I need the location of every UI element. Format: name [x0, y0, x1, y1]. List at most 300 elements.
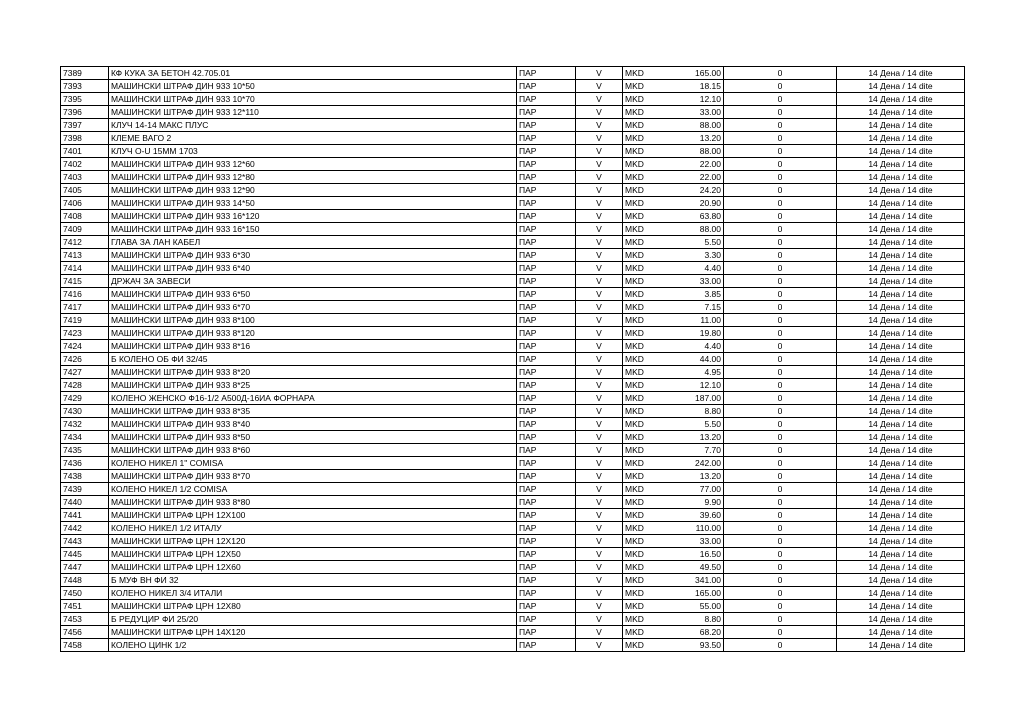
item-unit: ПАР — [517, 535, 576, 548]
item-price: 8.80 — [663, 613, 724, 626]
item-delivery: 14 Дена / 14 dite — [837, 67, 965, 80]
item-unit: ПАР — [517, 496, 576, 509]
item-vat: V — [576, 470, 623, 483]
item-delivery: 14 Дена / 14 dite — [837, 327, 965, 340]
item-quantity: 0 — [724, 522, 837, 535]
item-code: 7405 — [61, 184, 109, 197]
item-vat: V — [576, 119, 623, 132]
item-unit: ПАР — [517, 262, 576, 275]
price-list-table — [60, 66, 965, 652]
item-quantity: 0 — [724, 444, 837, 457]
item-quantity: 0 — [724, 197, 837, 210]
item-vat: V — [576, 210, 623, 223]
item-name: МАШИНСКИ ШТРАФ ДИН 933 12*80 — [109, 171, 517, 184]
item-vat: V — [576, 353, 623, 366]
item-price: 5.50 — [663, 236, 724, 249]
item-vat: V — [576, 431, 623, 444]
item-code: 7451 — [61, 600, 109, 613]
item-delivery: 14 Дена / 14 dite — [837, 223, 965, 236]
table-row — [61, 275, 965, 288]
item-currency: MKD — [623, 184, 663, 197]
item-currency: MKD — [623, 405, 663, 418]
table-row — [61, 496, 965, 509]
item-quantity: 0 — [724, 340, 837, 353]
item-currency: MKD — [623, 275, 663, 288]
table-row — [61, 171, 965, 184]
item-unit: ПАР — [517, 93, 576, 106]
item-quantity: 0 — [724, 587, 837, 600]
item-currency: MKD — [623, 600, 663, 613]
item-delivery: 14 Дена / 14 dite — [837, 106, 965, 119]
table-row — [61, 366, 965, 379]
item-unit: ПАР — [517, 223, 576, 236]
table-row — [61, 119, 965, 132]
item-currency: MKD — [623, 197, 663, 210]
table-row — [61, 158, 965, 171]
item-unit: ПАР — [517, 197, 576, 210]
item-price: 63.80 — [663, 210, 724, 223]
item-quantity: 0 — [724, 405, 837, 418]
item-vat: V — [576, 249, 623, 262]
item-code: 7456 — [61, 626, 109, 639]
item-quantity: 0 — [724, 574, 837, 587]
item-delivery: 14 Дена / 14 dite — [837, 405, 965, 418]
item-name: КОЛЕНО НИКЕЛ 1" COMISA — [109, 457, 517, 470]
item-unit: ПАР — [517, 366, 576, 379]
item-vat: V — [576, 457, 623, 470]
item-code: 7403 — [61, 171, 109, 184]
item-delivery: 14 Дена / 14 dite — [837, 275, 965, 288]
item-price: 7.15 — [663, 301, 724, 314]
item-unit: ПАР — [517, 483, 576, 496]
item-name: МАШИНСКИ ШТРАФ ДИН 933 8*100 — [109, 314, 517, 327]
item-price: 39.60 — [663, 509, 724, 522]
item-unit: ПАР — [517, 236, 576, 249]
item-currency: MKD — [623, 132, 663, 145]
table-row — [61, 483, 965, 496]
item-vat: V — [576, 405, 623, 418]
item-code: 7435 — [61, 444, 109, 457]
item-currency: MKD — [623, 613, 663, 626]
item-price: 93.50 — [663, 639, 724, 652]
item-delivery: 14 Дена / 14 dite — [837, 548, 965, 561]
item-unit: ПАР — [517, 470, 576, 483]
item-delivery: 14 Дена / 14 dite — [837, 353, 965, 366]
item-code: 7439 — [61, 483, 109, 496]
item-name: МАШИНСКИ ШТРАФ ДИН 933 8*16 — [109, 340, 517, 353]
item-name: КФ КУКА ЗА БЕТОН 42.705.01 — [109, 67, 517, 80]
item-currency: MKD — [623, 639, 663, 652]
item-code: 7414 — [61, 262, 109, 275]
item-delivery: 14 Дена / 14 dite — [837, 431, 965, 444]
table-row — [61, 574, 965, 587]
item-unit: ПАР — [517, 249, 576, 262]
item-name: МАШИНСКИ ШТРАФ ДИН 933 12*60 — [109, 158, 517, 171]
item-price: 19.80 — [663, 327, 724, 340]
item-currency: MKD — [623, 587, 663, 600]
item-vat: V — [576, 184, 623, 197]
item-currency: MKD — [623, 80, 663, 93]
item-delivery: 14 Дена / 14 dite — [837, 145, 965, 158]
item-code: 7398 — [61, 132, 109, 145]
table-row — [61, 262, 965, 275]
table-row — [61, 548, 965, 561]
item-vat: V — [576, 639, 623, 652]
item-currency: MKD — [623, 392, 663, 405]
item-quantity: 0 — [724, 288, 837, 301]
item-name: МАШИНСКИ ШТРАФ ДИН 933 10*50 — [109, 80, 517, 93]
item-price: 68.20 — [663, 626, 724, 639]
item-code: 7396 — [61, 106, 109, 119]
item-vat: V — [576, 392, 623, 405]
item-delivery: 14 Дена / 14 dite — [837, 626, 965, 639]
item-unit: ПАР — [517, 574, 576, 587]
item-currency: MKD — [623, 119, 663, 132]
item-name: МАШИНСКИ ШТРАФ ЦРН 12X60 — [109, 561, 517, 574]
item-vat: V — [576, 145, 623, 158]
item-unit: ПАР — [517, 392, 576, 405]
item-vat: V — [576, 561, 623, 574]
item-name: ГЛАВА ЗА ЛАН КАБЕЛ — [109, 236, 517, 249]
item-quantity: 0 — [724, 275, 837, 288]
item-price: 12.10 — [663, 93, 724, 106]
item-price: 18.15 — [663, 80, 724, 93]
item-quantity: 0 — [724, 470, 837, 483]
item-currency: MKD — [623, 106, 663, 119]
item-quantity: 0 — [724, 210, 837, 223]
table-body — [61, 67, 965, 652]
item-delivery: 14 Дена / 14 dite — [837, 639, 965, 652]
item-price: 9.90 — [663, 496, 724, 509]
item-code: 7417 — [61, 301, 109, 314]
item-vat: V — [576, 509, 623, 522]
table-row — [61, 106, 965, 119]
item-price: 12.10 — [663, 379, 724, 392]
item-quantity: 0 — [724, 366, 837, 379]
table-row — [61, 405, 965, 418]
item-name: ДРЖАЧ ЗА ЗАВЕСИ — [109, 275, 517, 288]
item-price: 7.70 — [663, 444, 724, 457]
item-code: 7423 — [61, 327, 109, 340]
item-vat: V — [576, 67, 623, 80]
item-price: 55.00 — [663, 600, 724, 613]
item-code: 7438 — [61, 470, 109, 483]
table-row — [61, 236, 965, 249]
item-price: 4.40 — [663, 340, 724, 353]
item-name: КОЛЕНО НИКЕЛ 1/2 COMISA — [109, 483, 517, 496]
table-row — [61, 301, 965, 314]
table-row — [61, 184, 965, 197]
item-quantity: 0 — [724, 223, 837, 236]
item-vat: V — [576, 418, 623, 431]
item-name: МАШИНСКИ ШТРАФ ДИН 933 8*80 — [109, 496, 517, 509]
item-price: 33.00 — [663, 106, 724, 119]
item-delivery: 14 Дена / 14 dite — [837, 418, 965, 431]
table-row — [61, 626, 965, 639]
item-code: 7432 — [61, 418, 109, 431]
item-currency: MKD — [623, 509, 663, 522]
item-quantity: 0 — [724, 119, 837, 132]
item-unit: ПАР — [517, 405, 576, 418]
item-vat: V — [576, 600, 623, 613]
table-row — [61, 431, 965, 444]
item-code: 7447 — [61, 561, 109, 574]
item-delivery: 14 Дена / 14 dite — [837, 444, 965, 457]
item-code: 7415 — [61, 275, 109, 288]
item-unit: ПАР — [517, 327, 576, 340]
item-code: 7402 — [61, 158, 109, 171]
item-vat: V — [576, 158, 623, 171]
item-name: КОЛЕНО НИКЕЛ 1/2 ИТАЛУ — [109, 522, 517, 535]
item-delivery: 14 Дена / 14 dite — [837, 613, 965, 626]
item-name: МАШИНСКИ ШТРАФ ДИН 933 12*110 — [109, 106, 517, 119]
item-delivery: 14 Дена / 14 dite — [837, 262, 965, 275]
item-price: 165.00 — [663, 67, 724, 80]
item-price: 49.50 — [663, 561, 724, 574]
item-unit: ПАР — [517, 353, 576, 366]
item-delivery: 14 Дена / 14 dite — [837, 236, 965, 249]
item-code: 7424 — [61, 340, 109, 353]
item-name: МАШИНСКИ ШТРАФ ДИН 933 8*25 — [109, 379, 517, 392]
item-code: 7428 — [61, 379, 109, 392]
item-code: 7416 — [61, 288, 109, 301]
item-code: 7409 — [61, 223, 109, 236]
table-row — [61, 314, 965, 327]
table-row — [61, 587, 965, 600]
item-currency: MKD — [623, 171, 663, 184]
item-name: МАШИНСКИ ШТРАФ ДИН 933 16*150 — [109, 223, 517, 236]
item-unit: ПАР — [517, 80, 576, 93]
item-currency: MKD — [623, 548, 663, 561]
item-code: 7427 — [61, 366, 109, 379]
item-price: 3.85 — [663, 288, 724, 301]
item-unit: ПАР — [517, 288, 576, 301]
item-quantity: 0 — [724, 509, 837, 522]
item-delivery: 14 Дена / 14 dite — [837, 600, 965, 613]
item-price: 8.80 — [663, 405, 724, 418]
table-row — [61, 379, 965, 392]
item-currency: MKD — [623, 353, 663, 366]
table-row — [61, 613, 965, 626]
item-price: 5.50 — [663, 418, 724, 431]
table-row — [61, 132, 965, 145]
item-quantity: 0 — [724, 262, 837, 275]
item-price: 4.40 — [663, 262, 724, 275]
item-unit: ПАР — [517, 457, 576, 470]
item-code: 7440 — [61, 496, 109, 509]
item-quantity: 0 — [724, 301, 837, 314]
item-name: МАШИНСКИ ШТРАФ ДИН 933 6*70 — [109, 301, 517, 314]
item-vat: V — [576, 483, 623, 496]
item-currency: MKD — [623, 210, 663, 223]
item-code: 7412 — [61, 236, 109, 249]
item-code: 7445 — [61, 548, 109, 561]
table-row — [61, 340, 965, 353]
item-currency: MKD — [623, 535, 663, 548]
table-row — [61, 80, 965, 93]
item-quantity: 0 — [724, 639, 837, 652]
item-unit: ПАР — [517, 340, 576, 353]
item-delivery: 14 Дена / 14 dite — [837, 457, 965, 470]
item-vat: V — [576, 171, 623, 184]
item-code: 7430 — [61, 405, 109, 418]
item-price: 187.00 — [663, 392, 724, 405]
table-row — [61, 418, 965, 431]
item-currency: MKD — [623, 223, 663, 236]
item-vat: V — [576, 613, 623, 626]
item-currency: MKD — [623, 470, 663, 483]
item-vat: V — [576, 626, 623, 639]
table-row — [61, 535, 965, 548]
item-name: МАШИНСКИ ШТРАФ ДИН 933 8*60 — [109, 444, 517, 457]
item-currency: MKD — [623, 67, 663, 80]
item-delivery: 14 Дена / 14 dite — [837, 314, 965, 327]
item-price: 13.20 — [663, 132, 724, 145]
item-currency: MKD — [623, 366, 663, 379]
item-currency: MKD — [623, 301, 663, 314]
item-unit: ПАР — [517, 67, 576, 80]
item-code: 7419 — [61, 314, 109, 327]
item-name: МАШИНСКИ ШТРАФ ЦРН 12X50 — [109, 548, 517, 561]
item-quantity: 0 — [724, 184, 837, 197]
item-name: КОЛЕНО НИКЕЛ 3/4 ИТАЛИ — [109, 587, 517, 600]
item-delivery: 14 Дена / 14 dite — [837, 132, 965, 145]
item-unit: ПАР — [517, 509, 576, 522]
item-currency: MKD — [623, 626, 663, 639]
item-price: 33.00 — [663, 275, 724, 288]
item-vat: V — [576, 197, 623, 210]
item-unit: ПАР — [517, 600, 576, 613]
item-delivery: 14 Дена / 14 dite — [837, 210, 965, 223]
item-currency: MKD — [623, 262, 663, 275]
item-delivery: 14 Дена / 14 dite — [837, 301, 965, 314]
item-price: 13.20 — [663, 470, 724, 483]
item-name: КЛЕМЕ ВАГО 2 — [109, 132, 517, 145]
item-price: 165.00 — [663, 587, 724, 600]
item-name: Б РЕДУЦИР ФИ 25/20 — [109, 613, 517, 626]
item-unit: ПАР — [517, 639, 576, 652]
item-price: 88.00 — [663, 223, 724, 236]
item-unit: ПАР — [517, 171, 576, 184]
item-quantity: 0 — [724, 496, 837, 509]
item-name: МАШИНСКИ ШТРАФ ДИН 933 16*120 — [109, 210, 517, 223]
item-unit: ПАР — [517, 314, 576, 327]
item-quantity: 0 — [724, 483, 837, 496]
item-currency: MKD — [623, 327, 663, 340]
item-vat: V — [576, 93, 623, 106]
item-delivery: 14 Дена / 14 dite — [837, 496, 965, 509]
item-name: МАШИНСКИ ШТРАФ ДИН 933 8*40 — [109, 418, 517, 431]
item-quantity: 0 — [724, 431, 837, 444]
item-code: 7401 — [61, 145, 109, 158]
item-currency: MKD — [623, 314, 663, 327]
item-name: МАШИНСКИ ШТРАФ ДИН 933 6*50 — [109, 288, 517, 301]
item-quantity: 0 — [724, 535, 837, 548]
item-quantity: 0 — [724, 132, 837, 145]
item-currency: MKD — [623, 236, 663, 249]
item-unit: ПАР — [517, 106, 576, 119]
item-code: 7443 — [61, 535, 109, 548]
item-unit: ПАР — [517, 613, 576, 626]
item-quantity: 0 — [724, 392, 837, 405]
item-code: 7450 — [61, 587, 109, 600]
item-delivery: 14 Дена / 14 dite — [837, 249, 965, 262]
table-row — [61, 210, 965, 223]
item-name: КОЛЕНО ЦИНК 1/2 — [109, 639, 517, 652]
item-delivery: 14 Дена / 14 dite — [837, 587, 965, 600]
item-delivery: 14 Дена / 14 dite — [837, 93, 965, 106]
item-quantity: 0 — [724, 626, 837, 639]
table-row — [61, 522, 965, 535]
item-price: 33.00 — [663, 535, 724, 548]
item-vat: V — [576, 327, 623, 340]
table-row — [61, 67, 965, 80]
item-unit: ПАР — [517, 379, 576, 392]
item-vat: V — [576, 548, 623, 561]
table-row — [61, 249, 965, 262]
item-unit: ПАР — [517, 522, 576, 535]
item-unit: ПАР — [517, 145, 576, 158]
item-quantity: 0 — [724, 145, 837, 158]
item-price: 3.30 — [663, 249, 724, 262]
item-quantity: 0 — [724, 93, 837, 106]
item-currency: MKD — [623, 444, 663, 457]
item-price: 44.00 — [663, 353, 724, 366]
item-quantity: 0 — [724, 158, 837, 171]
item-vat: V — [576, 80, 623, 93]
item-code: 7395 — [61, 93, 109, 106]
item-name: МАШИНСКИ ШТРАФ ЦРН 12X100 — [109, 509, 517, 522]
item-delivery: 14 Дена / 14 dite — [837, 340, 965, 353]
item-unit: ПАР — [517, 561, 576, 574]
item-unit: ПАР — [517, 158, 576, 171]
item-quantity: 0 — [724, 613, 837, 626]
item-price: 88.00 — [663, 119, 724, 132]
item-delivery: 14 Дена / 14 dite — [837, 535, 965, 548]
item-quantity: 0 — [724, 80, 837, 93]
item-name: МАШИНСКИ ШТРАФ ЦРН 12X120 — [109, 535, 517, 548]
item-delivery: 14 Дена / 14 dite — [837, 509, 965, 522]
item-code: 7413 — [61, 249, 109, 262]
table-row — [61, 93, 965, 106]
item-quantity: 0 — [724, 600, 837, 613]
item-delivery: 14 Дена / 14 dite — [837, 561, 965, 574]
item-quantity: 0 — [724, 457, 837, 470]
item-unit: ПАР — [517, 431, 576, 444]
item-price: 16.50 — [663, 548, 724, 561]
item-quantity: 0 — [724, 561, 837, 574]
item-name: МАШИНСКИ ШТРАФ ДИН 933 8*35 — [109, 405, 517, 418]
item-delivery: 14 Дена / 14 dite — [837, 366, 965, 379]
item-quantity: 0 — [724, 106, 837, 119]
item-price: 24.20 — [663, 184, 724, 197]
item-unit: ПАР — [517, 275, 576, 288]
item-code: 7397 — [61, 119, 109, 132]
item-quantity: 0 — [724, 548, 837, 561]
item-vat: V — [576, 444, 623, 457]
item-delivery: 14 Дена / 14 dite — [837, 171, 965, 184]
item-code: 7448 — [61, 574, 109, 587]
item-currency: MKD — [623, 574, 663, 587]
item-code: 7434 — [61, 431, 109, 444]
item-vat: V — [576, 574, 623, 587]
table-row — [61, 600, 965, 613]
table-row — [61, 561, 965, 574]
item-price: 20.90 — [663, 197, 724, 210]
item-currency: MKD — [623, 249, 663, 262]
item-quantity: 0 — [724, 171, 837, 184]
item-code: 7406 — [61, 197, 109, 210]
